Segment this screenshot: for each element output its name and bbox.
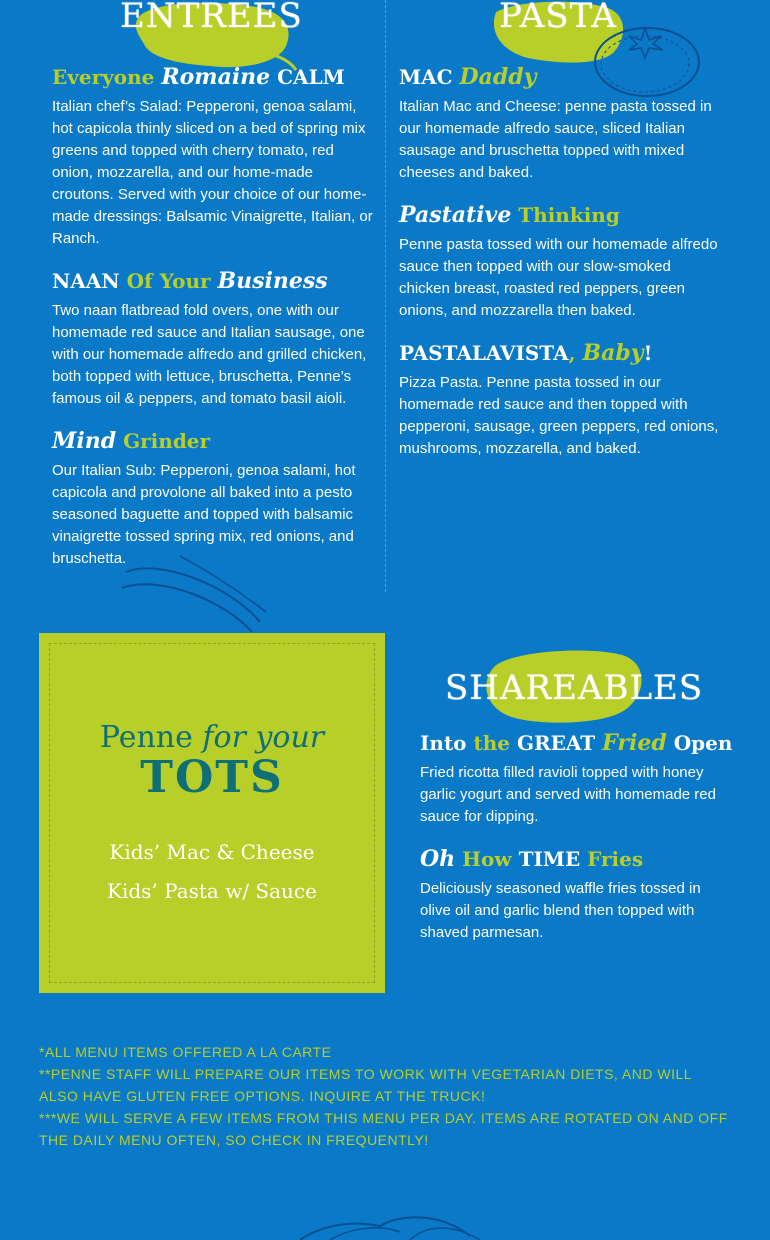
menu-item	[420, 846, 720, 944]
item-title	[420, 730, 733, 756]
title-part: Penne	[99, 720, 193, 755]
kids-item: Kids’ Mac & Cheese	[109, 840, 315, 864]
menu-item	[52, 428, 374, 570]
pasta-column	[399, 64, 721, 460]
title-part: GREAT	[516, 731, 596, 755]
shareables-column	[420, 730, 733, 944]
item-description: Pizza Pasta. Penne pasta tossed in our homemade red sauce and then topped with pepperoni, sausage, green peppers, red onions, mushrooms, mozzarella, and baked.	[399, 374, 719, 457]
menu-item	[52, 268, 374, 410]
footnote: *ALL MENU ITEMS OFFERED A LA CARTE	[39, 1044, 332, 1060]
item-title	[399, 202, 721, 228]
entrees-heading: ENTREES	[120, 0, 303, 36]
menu-item	[52, 64, 374, 250]
title-part: Romaine	[161, 64, 271, 90]
column-divider	[385, 0, 386, 592]
entrees-heading-block	[120, 0, 303, 74]
kids-items	[39, 833, 385, 911]
menu-item	[399, 64, 721, 184]
item-title	[420, 846, 720, 872]
footnote: **PENNE STAFF WILL PREPARE OUR ITEMS TO WORK WITH VEGETARIAN DIETS, AND WILL ALSO HAVE GLUTEN FREE OPTIONS. INQUIRE AT THE TRUCK!	[39, 1066, 692, 1104]
pasta-bundle-doodle-icon	[290, 1206, 490, 1240]
title-part: Business	[217, 268, 328, 294]
item-description: Two naan flatbread fold overs, one with our homemade red sauce and Italian sausage, one with our homemade alfredo and grilled chicken, both topped with lettuce, bruschetta, Penne’s famous oil & peppers, and tomato basil aioli.	[52, 302, 367, 407]
title-part: Mind	[52, 428, 117, 454]
title-part: CALM	[277, 65, 345, 89]
title-part: PASTALAVISTA	[399, 341, 569, 365]
title-part: ,	[568, 341, 576, 365]
item-description: Fried ricotta filled ravioli topped with honey garlic yogurt and served with homemade red sauce for dipping.	[420, 764, 716, 825]
kids-title	[39, 721, 385, 801]
title-part: How	[462, 847, 512, 871]
title-part: Of Your	[126, 269, 211, 293]
item-title	[52, 268, 374, 294]
title-part: TIME	[518, 847, 581, 871]
item-title	[399, 64, 721, 90]
title-part: for your	[202, 720, 325, 755]
kids-menu-box	[39, 633, 385, 993]
title-part: MAC	[399, 65, 453, 89]
title-part: Into	[420, 731, 467, 755]
title-part: Pastative	[399, 202, 512, 228]
footnotes	[39, 1041, 729, 1151]
shareables-heading: SHAREABLES	[445, 668, 704, 708]
item-title	[52, 428, 374, 454]
item-description: Our Italian Sub: Pepperoni, genoa salami, hot capicola and provolone all baked into a pesto seasoned baguette and topped with balsamic vinaigrette tossed spring mix, red onions, and bruschetta.	[52, 462, 356, 567]
penne-doodle-icon	[120, 552, 270, 634]
title-part: Fries	[587, 847, 644, 871]
item-description: Deliciously seasoned waffle fries tossed in olive oil and garlic blend then topped with shaved parmesan.	[420, 880, 701, 941]
item-description: Penne pasta tossed with our homemade alfredo sauce then topped with our slow-smoked chicken breast, roasted red peppers, green onions, and mozzarella then baked.	[399, 236, 718, 319]
title-part: Fried	[602, 730, 667, 756]
kids-menu-border	[49, 643, 375, 983]
menu-item	[399, 202, 721, 322]
item-title	[399, 340, 721, 366]
item-description: Italian Mac and Cheese: penne pasta tossed in our homemade alfredo sauce, sliced Italian sausage and bruschetta topped with mixed cheeses and baked.	[399, 98, 712, 181]
title-part: Baby	[582, 340, 644, 366]
title-part: TOTS	[140, 752, 284, 803]
title-part: NAAN	[52, 269, 120, 293]
menu-item	[420, 730, 733, 828]
title-part: Thinking	[518, 203, 620, 227]
entrees-column	[52, 64, 374, 570]
shareables-heading-block	[445, 646, 704, 730]
menu-item	[399, 340, 721, 460]
title-part: !	[643, 341, 653, 365]
title-part: Daddy	[459, 64, 537, 90]
title-part: Oh	[420, 846, 456, 872]
footnote: ***WE WILL SERVE A FEW ITEMS FROM THIS MENU PER DAY. ITEMS ARE ROTATED ON AND OFF THE DAILY MENU OFTEN, SO CHECK IN FREQUENTLY!	[39, 1110, 728, 1148]
title-part: Everyone	[52, 65, 155, 89]
kids-item: Kids’ Pasta w/ Sauce	[107, 879, 317, 903]
title-part: the	[473, 731, 510, 755]
item-description: Italian chef’s Salad: Pepperoni, genoa salami, hot capicola thinly sliced on a bed of spring mix greens and topped with cherry tomato, red onion, mozzarella, and our home-made croutons. Served with your choice of our home-made dressings: Balsamic Vinaigrette, Italian, or Ranch.	[52, 98, 373, 247]
title-part: Open	[673, 731, 733, 755]
pasta-heading: PASTA	[499, 0, 617, 36]
item-title	[52, 64, 374, 90]
title-part: Grinder	[123, 429, 211, 453]
